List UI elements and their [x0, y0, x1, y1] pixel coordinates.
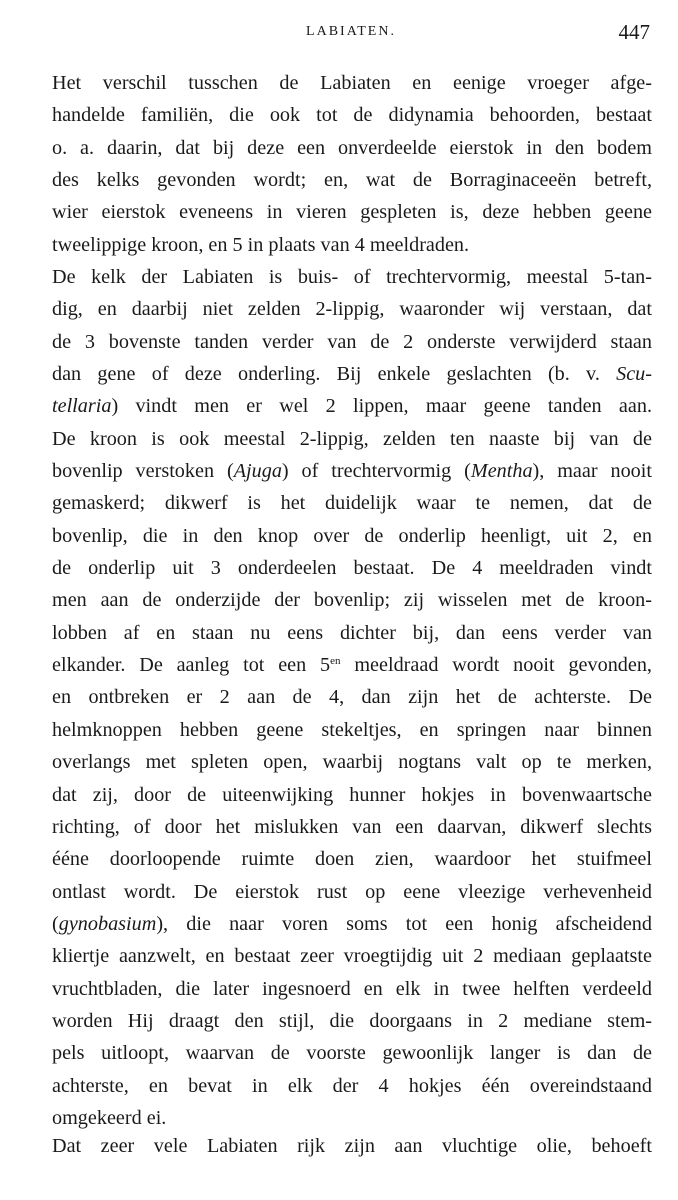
text-line: omgekeerd ei. [52, 1106, 167, 1129]
italic-term: gynobasium [58, 912, 157, 935]
text-segment: meeldraad wordt nooit gevonden, [340, 654, 652, 677]
text-line: gemaskerd; dikwerf is het duidelijk waar te nemen, dat de [52, 492, 652, 515]
italic-genus-name: tellaria [52, 395, 112, 418]
italic-genus-name: Scu- [616, 363, 652, 386]
text-line: des kelks gevonden wordt; en, wat de Borraginaceeën betreft, [52, 169, 652, 192]
text-segment: ) vindt men er wel 2 lippen, maar geene tanden aan. [111, 395, 652, 418]
italic-genus-name: Mentha [470, 460, 533, 483]
text-segment: ( [52, 912, 59, 935]
running-title: LABIATEN. [306, 24, 396, 39]
superscript: en [330, 655, 341, 668]
text-line: handelde familiën, die ook tot de didynamia behoorden, bestaat [52, 104, 652, 127]
text-line [52, 390, 652, 422]
paragraph-3 [52, 1130, 652, 1162]
text-line [52, 649, 652, 681]
text-line: richting, of door het mislukken van een daarvan, dikwerf slechts [52, 815, 652, 838]
text-line: De kroon is ook meestal 2-lippig, zelden ten naaste bij van de [52, 427, 652, 450]
text-line: pels uitloopt, waarvan de voorste gewoonlijk langer is dan de [52, 1042, 652, 1065]
text-line: dig, en daarbij niet zelden 2-lippig, waaronder wij verstaan, dat [52, 298, 652, 321]
text-line: wier eierstok eveneens in vieren gespleten is, deze hebben geene [52, 201, 652, 224]
paragraph-1 [52, 67, 652, 261]
text-line: ééne doorloopende ruimte doen zien, waardoor het stuifmeel [52, 848, 652, 871]
text-segment: dan gene of deze onderling. Bij enkele geslachten (b. v. [52, 363, 617, 386]
text-line: dat zij, door de uiteenwijking hunner hokjes in bovenwaartsche [52, 783, 652, 806]
italic-genus-name: Ajuga [233, 460, 282, 483]
page-number: 447 [618, 20, 650, 44]
text-line [52, 455, 652, 487]
text-line: kliertje aanzwelt, en bestaat zeer vroegtijdig uit 2 mediaan geplaatste [52, 945, 652, 968]
text-line: vruchtbladen, die later ingesnoerd en elk in twee helften verdeeld [52, 977, 652, 1000]
text-line: overlangs met spleten open, waarbij nogtans valt op te merken, [52, 751, 652, 774]
text-line: Dat zeer vele Labiaten rijk zijn aan vluchtige olie, behoeft [52, 1135, 652, 1157]
text-line [52, 908, 652, 940]
text-line: helmknoppen hebben geene stekeltjes, en springen naar binnen [52, 718, 652, 741]
text-segment: bovenlip verstoken ( [52, 460, 234, 483]
text-line: worden Hij draagt den stijl, die doorgaans in 2 mediane stem- [52, 1009, 652, 1032]
text-line: lobben af en staan nu eens dichter bij, dan eens verder van [52, 621, 652, 644]
text-line: achterste, en bevat in elk der 4 hokjes één overeindstaand [52, 1074, 652, 1097]
running-head [52, 20, 650, 44]
text-line: De kelk der Labiaten is buis- of trechtervormig, meestal 5-tan- [52, 266, 652, 288]
text-segment: ), die naar voren soms tot een honig afscheidend [156, 912, 652, 935]
text-line: men aan de onderzijde der bovenlip; zij wisselen met de kroon- [52, 589, 652, 612]
text-line: de 3 bovenste tanden verder van de 2 onderste verwijderd staan [52, 330, 652, 353]
text-segment: ), maar nooit [532, 460, 652, 483]
text-line: Het verschil tusschen de Labiaten en eenige vroeger afge- [52, 72, 652, 94]
text-line: ontlast wordt. De eierstok rust op eene vleezige verhevenheid [52, 880, 652, 903]
text-line: o. a. daarin, dat bij deze een onverdeelde eierstok in den bodem [52, 136, 652, 159]
text-line: en ontbreken er 2 aan de 4, dan zijn het de achterste. De [52, 686, 652, 709]
text-line: tweelippige kroon, en 5 in plaats van 4 meeldraden. [52, 233, 470, 256]
text-line [52, 358, 652, 390]
text-line: de onderlip uit 3 onderdeelen bestaat. De 4 meeldraden vindt [52, 557, 652, 580]
text-line: bovenlip, die in den knop over de onderlip heenligt, uit 2, en [52, 524, 652, 547]
paragraph-2 [52, 261, 652, 1134]
text-segment: elkander. De aanleg tot een 5 [52, 654, 331, 677]
text-segment: ) of trechtervormig ( [281, 460, 471, 483]
